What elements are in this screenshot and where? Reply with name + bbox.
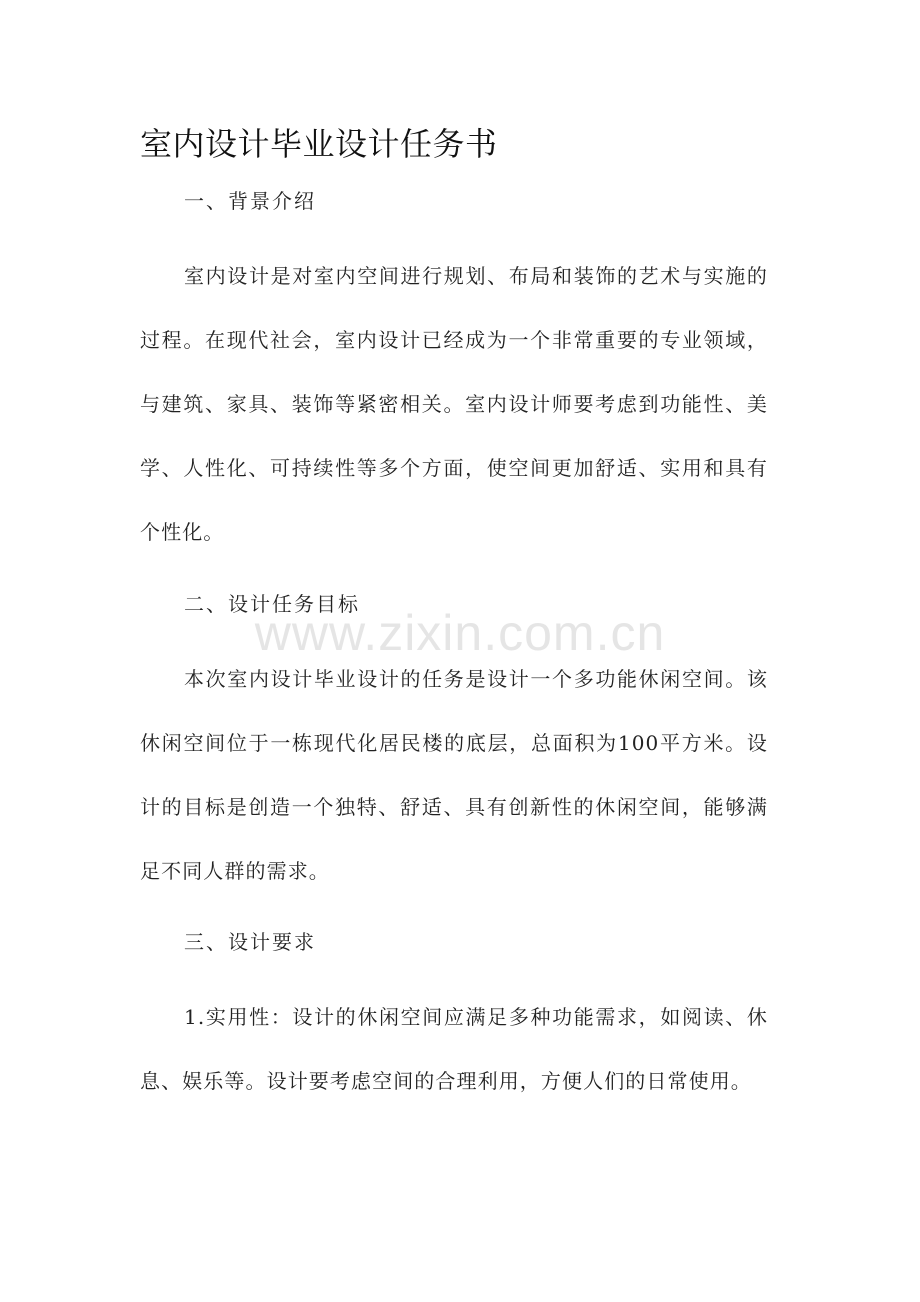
section-heading-objectives: 二、设计任务目标	[184, 592, 360, 616]
watermark-text: www.zixin.com.cn	[254, 605, 666, 661]
section-paragraph-background: 室内设计是对室内空间进行规划、布局和装饰的艺术与实施的过程。在现代社会，室内设计已经成为一个非常重要的专业领域，与建筑、家具、装饰等紧密相关。室内设计师要考虑到功能性、美学、人性化、可持续性等多个方面，使空间更加舒适、实用和具有个性化。	[140, 264, 768, 544]
section-heading-requirements: 三、设计要求	[184, 930, 316, 954]
section-heading-background: 一、背景介绍	[184, 189, 316, 213]
section-paragraph-requirements: 1.实用性：设计的休闲空间应满足多种功能需求，如阅读、休息、娱乐等。设计要考虑空间的合理利用，方便人们的日常使用。	[140, 1005, 768, 1093]
section-paragraph-objectives: 本次室内设计毕业设计的任务是设计一个多功能休闲空间。该休闲空间位于一栋现代化居民楼的底层，总面积为100平方米。设计的目标是创造一个独特、舒适、具有创新性的休闲空间，能够满足不同人群的需求。	[140, 667, 768, 883]
document-title: 室内设计毕业设计任务书	[140, 125, 498, 163]
